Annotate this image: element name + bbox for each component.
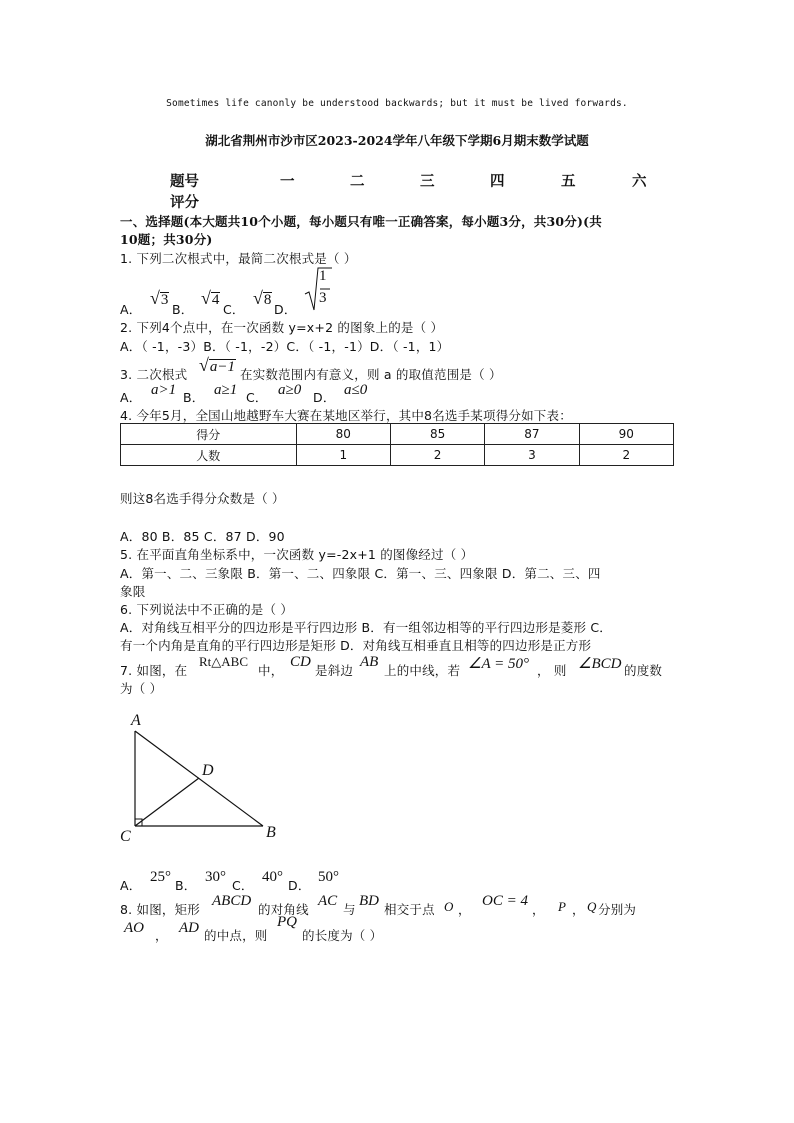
q1-opt-a: A． bbox=[120, 302, 142, 317]
q7-text-2: 中， bbox=[258, 663, 284, 678]
q8-text-5: ， bbox=[458, 902, 471, 917]
q8-text-3: 与 bbox=[343, 902, 356, 917]
q7-rt-triangle: Rt△ABC bbox=[199, 654, 249, 669]
q1-opt-b: B． bbox=[172, 302, 194, 317]
q3-expr-a: a>1 bbox=[151, 382, 177, 398]
segment-cd bbox=[135, 778, 199, 826]
q8-text-2: 的对角线 bbox=[258, 902, 309, 917]
q2-stem: 2. 下列4个点中，在一次函数 y=x+2 的图象上的是（ ） bbox=[120, 320, 444, 335]
table-row bbox=[121, 445, 674, 466]
q8-text-10: 的中点，则 bbox=[204, 928, 268, 943]
score-col-2: 二 bbox=[350, 173, 365, 190]
q7-label-c: C bbox=[120, 828, 131, 845]
q5-stem: 5. 在平面直角坐标系中，一次函数 y=-2x+1 的图像经过（ ） bbox=[120, 547, 474, 562]
q3-opt-d: D． bbox=[313, 390, 336, 405]
q7-text-4: 上的中线，若 bbox=[384, 663, 461, 678]
score-col-1: 一 bbox=[280, 173, 295, 190]
q7-bcd: ∠BCD bbox=[578, 656, 622, 672]
q1-sqrt3: √3 bbox=[150, 288, 169, 308]
score-col-3: 三 bbox=[420, 173, 435, 190]
q3-opt-b: B． bbox=[183, 390, 205, 405]
q8-p: P bbox=[558, 899, 566, 914]
q8-abcd: ABCD bbox=[212, 893, 252, 909]
q7-opt-a: A． bbox=[120, 878, 142, 893]
exam-title: 湖北省荆州市沙市区2023-2024学年八年级下学期6月期末数学试题 bbox=[205, 133, 589, 148]
score-col-4: 四 bbox=[490, 173, 505, 190]
q8-text-7: ， bbox=[572, 902, 585, 917]
table-cell: 90 bbox=[579, 424, 673, 445]
q1-radicand-3: 3 bbox=[160, 292, 169, 308]
q8-ac: AC bbox=[318, 893, 338, 909]
header-quote: Sometimes life canonly be understood backwards; but it must be lived forwards. bbox=[166, 98, 628, 109]
q7-angle-c: 40° bbox=[262, 869, 283, 885]
q3-expr-b: a≥1 bbox=[214, 382, 238, 398]
q8-o: O bbox=[444, 899, 454, 914]
q8-bd: BD bbox=[359, 893, 379, 909]
q5-options-line2: 象限 bbox=[120, 584, 146, 599]
q7-text-5: ， 则 bbox=[537, 663, 567, 678]
q4-options: A．80 B．85 C．87 D．90 bbox=[120, 529, 285, 544]
q7-ab: AB bbox=[360, 654, 379, 670]
q3-opt-a: A． bbox=[120, 390, 142, 405]
q7-label-b: B bbox=[266, 824, 276, 841]
q7-opt-c: C． bbox=[232, 878, 254, 893]
q7-opt-b: B． bbox=[175, 878, 197, 893]
q1-sqrt-fraction-sign bbox=[303, 266, 333, 312]
section1-heading-line2: 10题；共30分) bbox=[120, 232, 213, 247]
table-cell: 85 bbox=[390, 424, 484, 445]
q8-text-11: 的长度为（ ） bbox=[302, 928, 383, 943]
q7-text-1: 7. 如图，在 bbox=[120, 663, 188, 678]
q3-sqrt: √a−1 bbox=[199, 355, 236, 375]
q7-opt-d: D． bbox=[288, 878, 311, 893]
q8-text-1: 8. 如图，矩形 bbox=[120, 902, 200, 917]
table-row bbox=[121, 424, 674, 445]
table-cell: 2 bbox=[390, 445, 484, 466]
q8-text-6: ， bbox=[532, 902, 545, 917]
q8-q: Q bbox=[587, 899, 597, 914]
q7-condition: ∠A = 50° bbox=[468, 656, 529, 672]
section1-heading-line1: 一、选择题(本大题共10个小题，每小题只有唯一正确答案，每小题3分，共30分)(共 bbox=[120, 214, 602, 229]
q7-angle-a: 25° bbox=[150, 869, 171, 885]
q8-ao: AO bbox=[124, 920, 144, 936]
q1-radicand-4: 4 bbox=[211, 292, 220, 308]
q8-text-9: ， bbox=[155, 928, 168, 943]
q1-opt-c: C． bbox=[223, 302, 245, 317]
q7-label-d: D bbox=[202, 762, 214, 779]
q6-options-line1: A．对角线互相平分的四边形是平行四边形 B．有一组邻边相等的平行四边形是菱形 C． bbox=[120, 620, 613, 635]
q1-opt-d: D． bbox=[274, 302, 297, 317]
q7-label-a: A bbox=[131, 712, 141, 729]
q1-frac-denominator: 3 bbox=[319, 290, 327, 306]
q3-expr-c: a≥0 bbox=[278, 382, 302, 398]
q7-cd: CD bbox=[290, 654, 311, 670]
q4-stem: 4. 今年5月，全国山地越野车大赛在某地区举行，其中8名选手某项得分如下表： bbox=[120, 408, 572, 423]
q5-options-line1: A．第一、二、三象限 B．第一、二、四象限 C．第一、三、四象限 D．第二、三、四 bbox=[120, 566, 601, 581]
q6-stem: 6. 下列说法中不正确的是（ ） bbox=[120, 602, 294, 617]
q3-stem-post: 在实数范围内有意义，则 a 的取值范围是（ ） bbox=[240, 367, 502, 382]
score-label-score: 评分 bbox=[170, 194, 199, 211]
q1-sqrt4: √4 bbox=[201, 288, 220, 308]
table-cell: 80 bbox=[296, 424, 390, 445]
q7-angle-b: 30° bbox=[205, 869, 226, 885]
q1-frac-numerator: 1 bbox=[319, 268, 327, 284]
q2-options: A．（ -1，-3）B．（ -1，-2）C．（ -1，-1）D．（ -1，1） bbox=[120, 339, 450, 354]
table-cell: 87 bbox=[485, 424, 579, 445]
q4-score-table bbox=[120, 423, 674, 466]
q8-pq: PQ bbox=[277, 914, 297, 930]
score-col-5: 五 bbox=[561, 173, 576, 190]
q7-text-3: 是斜边 bbox=[315, 663, 354, 678]
q8-oc: OC = 4 bbox=[482, 893, 528, 909]
table-cell: 1 bbox=[296, 445, 390, 466]
q7-text-7: 为（ ） bbox=[120, 681, 163, 696]
q8-text-4: 相交于点 bbox=[384, 902, 435, 917]
q1-sqrt8: √8 bbox=[253, 288, 272, 308]
table-cell: 人数 bbox=[121, 445, 297, 466]
q7-angle-d: 50° bbox=[318, 869, 339, 885]
q1-stem: 1. 下列二次根式中，最简二次根式是（ ） bbox=[120, 251, 357, 266]
q3-radicand: a−1 bbox=[209, 359, 236, 375]
table-cell: 3 bbox=[485, 445, 579, 466]
q4-ask: 则这8名选手得分众数是（ ） bbox=[120, 491, 285, 506]
q8-text-8: 分别为 bbox=[598, 902, 637, 917]
score-label-question-no: 题号 bbox=[170, 173, 199, 190]
table-cell: 2 bbox=[579, 445, 673, 466]
table-cell: 得分 bbox=[121, 424, 297, 445]
q3-opt-c: C． bbox=[246, 390, 268, 405]
q3-stem-pre: 3. 二次根式 bbox=[120, 367, 188, 382]
q7-text-6: 的度数 bbox=[624, 663, 663, 678]
q1-radicand-8: 8 bbox=[263, 292, 272, 308]
score-col-6: 六 bbox=[632, 173, 647, 190]
q3-expr-d: a≤0 bbox=[344, 382, 368, 398]
q6-options-line2: 有一个内角是直角的平行四边形是矩形 D．对角线互相垂直且相等的四边形是正方形 bbox=[120, 638, 592, 653]
q8-ad: AD bbox=[179, 920, 199, 936]
